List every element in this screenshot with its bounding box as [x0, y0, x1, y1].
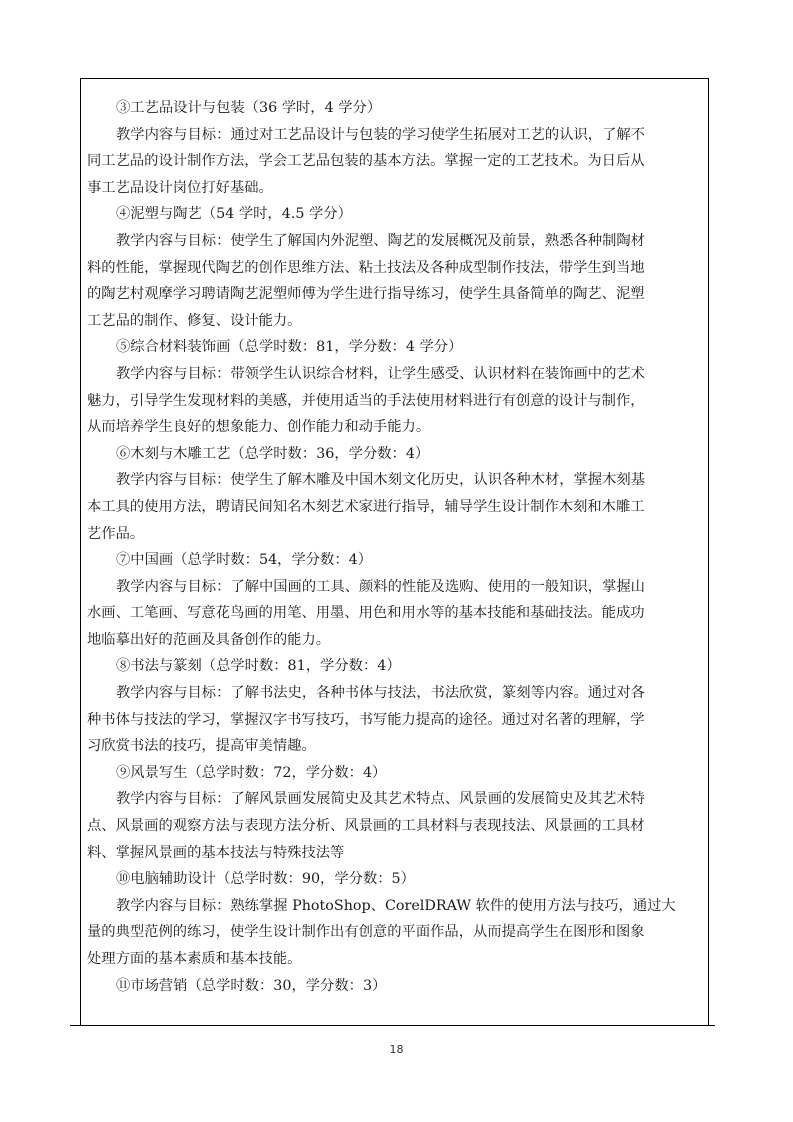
paragraph-line: 艺作品。	[87, 525, 145, 542]
paragraph-line: 魅力，引导学生发现材料的美感，并使用适当的手法使用材料进行有创意的设计与制作，	[87, 392, 645, 409]
paragraph-line: 工艺品的制作、修复、设计能力。	[87, 312, 302, 329]
course-heading-landscape-sketching: ⑨风景写生（总学时数：72，学分数：4）	[116, 764, 387, 781]
paragraph-line: 教学内容与目标：熟练掌握 PhotoShop、CorelDRAW 软件的使用方法与技巧，通过大	[116, 897, 676, 914]
paragraph-line: 教学内容与目标：了解书法史，各种书体与技法，书法欣赏，篆刻等内容。通过对各	[116, 685, 645, 702]
course-heading-clay-ceramics: ④泥塑与陶艺（54 学时，4.5 学分）	[116, 206, 352, 223]
paragraph-line: 料的性能，掌握现代陶艺的创作思维方法、粘土技法及各种成型制作技法，带学生到当地	[87, 259, 645, 276]
paragraph-line: 地临摹出好的范画及具备创作的能力。	[87, 631, 331, 648]
course-heading-mixed-media: ⑤综合材料装饰画（总学时数：81，学分数：4 学分）	[116, 339, 463, 356]
table-bottom-rule	[70, 1025, 715, 1026]
course-heading-woodcarving: ⑥木刻与木雕工艺（总学时数：36，学分数：4）	[116, 445, 430, 462]
paragraph-line: 教学内容与目标：通过对工艺品设计与包装的学习使学生拓展对工艺的认识，了解不	[116, 126, 645, 143]
paragraph-line: 料、掌握风景画的基本技法与特殊技法等	[87, 844, 345, 861]
paragraph-line: 从而培养学生良好的想象能力、创作能力和动手能力。	[87, 419, 431, 436]
paragraph-line: 点、风景画的观察方法与表现方法分析、风景画的工具材料与表现技法、风景画的工具材	[87, 818, 645, 835]
paragraph-line: 教学内容与目标：带领学生认识综合材料，让学生感受、认识材料在装饰画中的艺术	[116, 365, 645, 382]
paragraph-line: 教学内容与目标：使学生了解木雕及中国木刻文化历史，认识各种木材，掌握木刻基	[116, 472, 645, 489]
page-number: 18	[389, 1043, 404, 1056]
course-description-cell	[87, 95, 703, 999]
paragraph-line: 教学内容与目标：了解中国画的工具、颜料的性能及选购、使用的一般知识，掌握山	[116, 578, 645, 595]
course-heading-calligraphy: ⑧书法与篆刻（总学时数：81，学分数：4）	[116, 658, 401, 675]
paragraph-line: 处理方面的基本素质和基本技能。	[87, 951, 302, 967]
paragraph-line: 事工艺品设计岗位打好基础。	[87, 179, 273, 196]
course-heading-crafts-design: ③工艺品设计与包装（36 学时，4 学分）	[116, 100, 382, 116]
paragraph-line: 量的典型范例的练习，使学生设计制作出有创意的平面作品，从而提高学生在图形和图象	[87, 924, 645, 941]
paragraph-line: 本工具的使用方法，聘请民间知名木刻艺术家进行指导，辅导学生设计制作木刻和木雕工	[87, 498, 645, 515]
paragraph-line: 水画、工笔画、写意花鸟画的用笔、用墨、用色和用水等的基本技能和基础技法。能成功	[87, 605, 645, 622]
course-heading-computer-aided-design: ⑩电脑辅助设计（总学时数：90，学分数：5）	[116, 871, 415, 888]
paragraph-line: 教学内容与目标：使学生了解国内外泥塑、陶艺的发展概况及前景，熟悉各种制陶材	[116, 232, 645, 249]
paragraph-line: 的陶艺村观摩学习聘请陶艺泥塑师傅为学生进行指导练习，使学生具备简单的陶艺、泥塑	[87, 286, 645, 303]
course-heading-marketing: ⑪市场营销（总学时数：30，学分数：3）	[116, 977, 387, 994]
paragraph-line: 习欣赏书法的技巧，提高审美情趣。	[87, 738, 316, 755]
paragraph-line: 种书体与技法的学习，掌握汉字书写技巧，书写能力提高的途径。通过对名著的理解，学	[87, 711, 645, 728]
paragraph-line: 教学内容与目标：了解风景画发展简史及其艺术特点、风景画的发展简史及其艺术特	[116, 791, 645, 808]
paragraph-line: 同工艺品的设计制作方法，学会工艺品包装的基本方法。掌握一定的工艺技术。为日后从	[87, 153, 645, 170]
course-heading-chinese-painting: ⑦中国画（总学时数：54，学分数：4）	[116, 552, 373, 569]
